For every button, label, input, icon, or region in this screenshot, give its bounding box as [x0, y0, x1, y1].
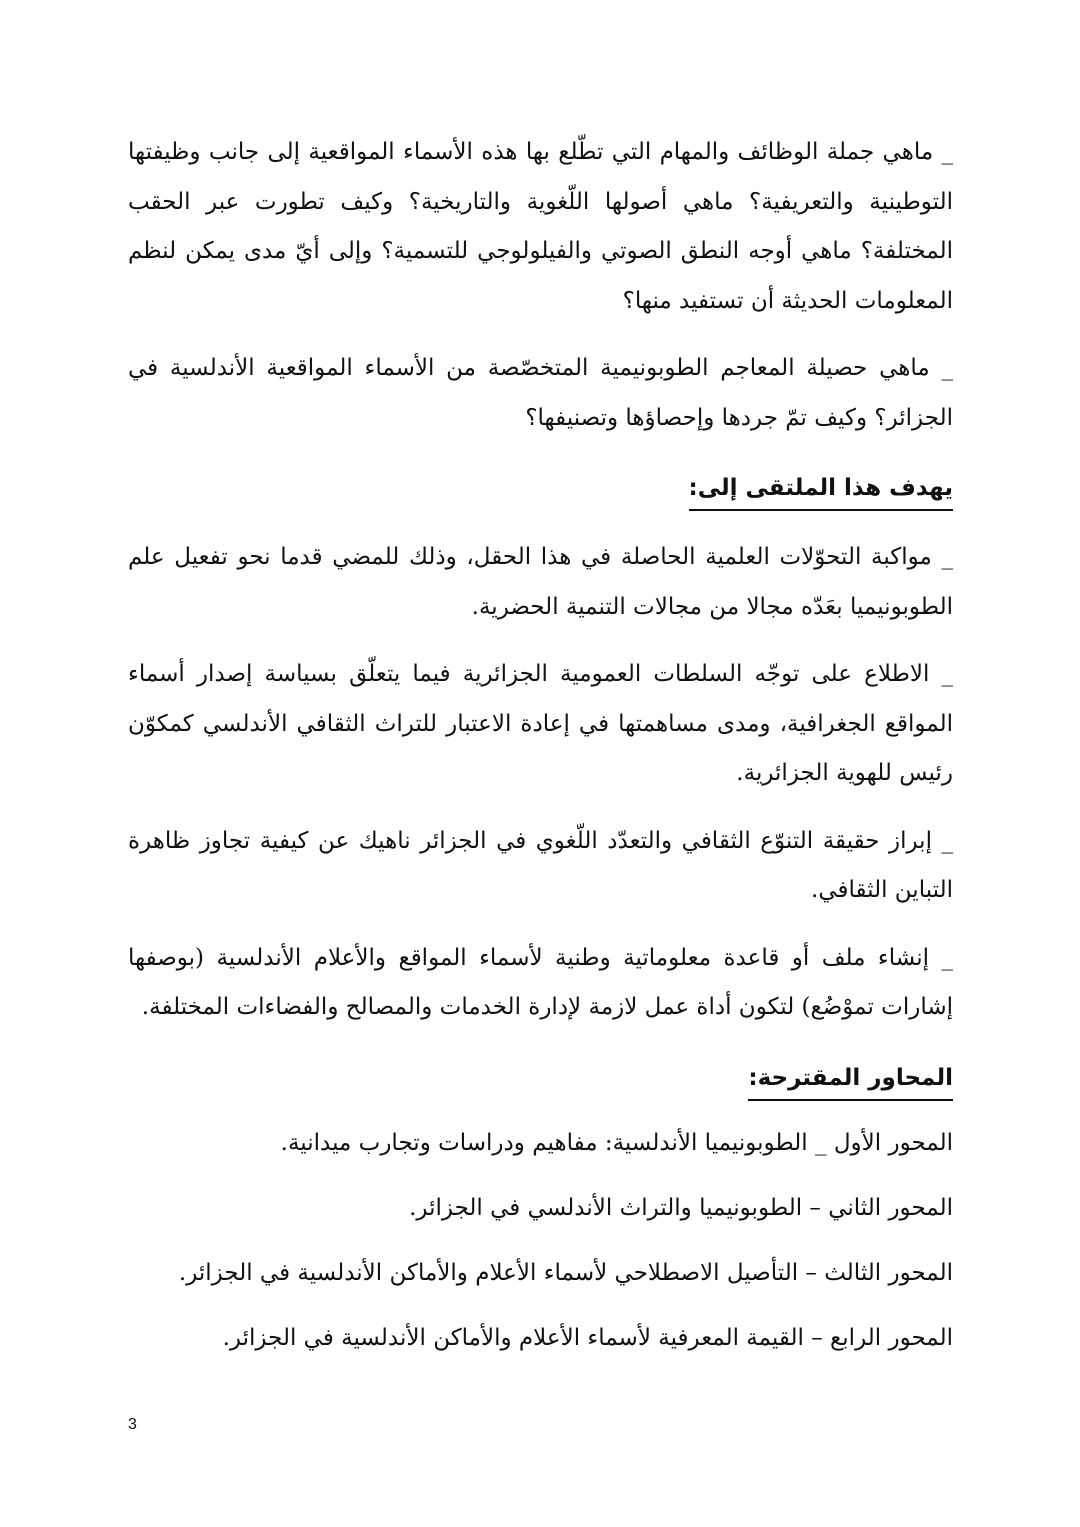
objective-paragraph: _ الاطلاع على توجّه السلطات العمومية الجزائرية فيما يتعلّق بسياسة إصدار أسماء المواقع الجغرافية، ومدى مساهمتها في إعادة الاعتبار للتراث الثقافي الأندلسي كمكوّن رئيس للهوية الجزائرية. [128, 661, 953, 786]
axis-item: المحور الثاني – الطوبونيميا والتراث الأندلسي في الجزائر. [409, 1194, 953, 1221]
objective-paragraph: _ إبراز حقيقة التنوّع الثقافي والتعدّد اللّغوي في الجزائر ناهيك عن كيفية تجاوز ظاهرة التباين الثقافي. [128, 827, 953, 903]
axes-heading-wrap [128, 1051, 953, 1123]
axes-heading: المحاور المقترحة: [748, 1059, 953, 1101]
axis-item: المحور الرابع – القيمة المعرفية لأسماء الأعلام والأماكن الأندلسية في الجزائر. [222, 1324, 953, 1351]
axis-item: المحور الأول _ الطوبونيميا الأندلسية: مفاهيم ودراسات وتجارب ميدانية. [280, 1129, 953, 1156]
objective-paragraph: _ إنشاء ملف أو قاعدة معلوماتية وطنية لأسماء المواقع والأعلام الأندلسية (بوصفها إشارات تموْضُع) لتكون أداة عمل لازمة لإدارة الخدمات والمصالح والفضاءات المختلفة. [128, 944, 953, 1020]
objective-paragraph: _ مواكبة التحوّلات العلمية الحاصلة في هذا الحقل، وذلك للمضي قدما نحو تفعيل علم الطوبونيميا بعَدّه مجالا من مجالات التنمية الحضرية. [128, 544, 953, 620]
document-page [128, 128, 953, 1383]
objectives-heading-wrap [128, 461, 953, 533]
objectives-heading: يهدف هذا الملتقى إلى: [689, 469, 954, 511]
axis-item: المحور الثالث – التأصيل الاصطلاحي لأسماء الأعلام والأماكن الأندلسية في الجزائر. [178, 1259, 953, 1286]
question-paragraph: _ ماهي حصيلة المعاجم الطوبونيمية المتخصّصة من الأسماء المواقعية الأندلسية في الجزائر؟ وكيف تمّ جردها وإحصاؤها وتصنيفها؟ [128, 355, 953, 431]
question-paragraph: _ ماهي جملة الوظائف والمهام التي تطّلع بها هذه الأسماء المواقعية إلى جانب وظيفتها التوطينية والتعريفية؟ ماهي أصولها اللّغوية والتاريخية؟ وكيف تطورت عبر الحقب المختلفة؟ ماهي أوجه النطق الصوتي والفيلولوجي للتسمية؟ وإلى أيّ مدى يمكن لنظم المعلومات الحديثة أن تستفيد منها؟ [128, 139, 953, 314]
page-number: 3 [128, 1416, 137, 1433]
